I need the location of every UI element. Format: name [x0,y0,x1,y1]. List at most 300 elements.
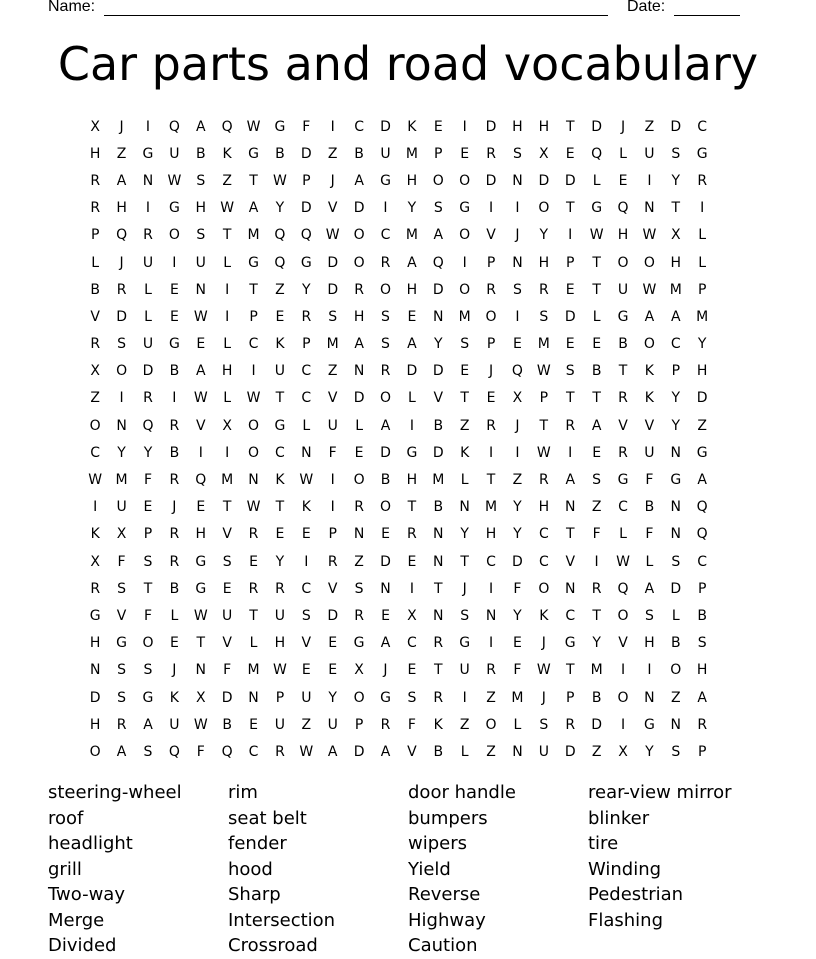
grid-letter: P [434,145,443,162]
grid-letter: Q [195,472,207,489]
grid-letter: C [380,227,391,244]
grid-letter: Y [513,526,522,543]
grid-letter: E [433,118,443,135]
grid-letter: B [433,417,444,434]
grid-letter: P [328,526,337,543]
grid-letter: C [618,499,628,516]
grid-letter: F [592,526,601,543]
grid-row [82,494,742,521]
grid-letter: M [432,472,445,489]
grid-letter: U [538,743,549,760]
grid-letter: Y [671,172,681,189]
grid-letter: I [330,472,335,489]
grid-letter: G [274,417,286,434]
grid-letter: T [143,580,153,597]
grid-letter: W [193,716,208,733]
grid-letter: I [647,662,652,679]
grid-letter: A [380,635,391,652]
grid-letter: V [644,417,655,434]
grid-letter: P [697,580,707,597]
grid-letter: N [301,444,312,461]
grid-letter: T [539,417,549,434]
grid-letter: X [222,417,232,434]
grid-letter: U [142,336,154,353]
grid-letter: O [116,363,128,380]
grid-letter: B [697,607,707,624]
grid-letter: S [143,662,153,679]
grid-letter: W [273,172,287,189]
grid-letter: H [195,526,207,543]
grid-letter: G [142,689,154,706]
word-list-item: bumpers [408,807,488,829]
grid-letter: O [248,417,260,434]
grid-letter: Q [696,499,708,516]
grid-letter: O [643,254,655,271]
grid-letter: N [459,499,470,516]
word-list-item: Flashing [588,909,664,931]
grid-letter: D [353,743,365,760]
grid-letter: M [511,689,524,706]
grid-letter: V [433,390,444,407]
grid-letter: N [485,607,497,624]
grid-letter: Y [697,336,707,353]
grid-letter: Z [301,716,312,733]
grid-letter: E [169,308,179,325]
grid-letter: K [275,336,285,353]
grid-letter: W [536,662,551,679]
grid-letter: Q [168,743,180,760]
grid-letter: N [564,499,576,516]
grid-letter: S [354,580,364,597]
grid-letter: E [328,635,338,652]
grid-letter: Y [328,689,337,706]
grid-letter: L [144,308,152,325]
grid-letter: Y [513,499,522,516]
grid-letter: P [486,254,496,271]
grid-letter: E [275,526,285,543]
grid-letter: K [222,145,232,162]
grid-letter: A [407,254,417,271]
grid-row [82,412,742,439]
grid-letter: J [515,417,520,434]
grid-letter: M [485,499,498,516]
grid-row [82,711,742,738]
grid-letter: A [380,743,391,760]
grid-letter: H [696,363,708,380]
grid-letter: V [618,417,628,434]
grid-letter: P [671,363,681,380]
grid-letter: I [198,444,203,461]
letter-grid [82,113,742,766]
grid-letter: Y [407,200,417,217]
grid-row [82,140,742,167]
grid-letter: U [169,716,180,733]
grid-letter: T [196,635,206,652]
grid-letter: I [462,254,467,271]
grid-letter: A [565,472,576,489]
grid-letter: V [90,308,100,325]
grid-letter: W [88,472,103,489]
grid-letter: D [670,580,682,597]
grid-letter: J [383,662,388,679]
grid-letter: N [433,526,444,543]
grid-letter: R [380,254,391,271]
grid-letter: W [299,472,314,489]
grid-letter: G [643,716,655,733]
grid-letter: C [301,363,312,380]
grid-letter: G [195,553,207,570]
grid-letter: I [251,363,256,380]
grid-letter: O [485,716,497,733]
grid-letter: K [644,363,654,380]
grid-letter: S [671,145,681,162]
grid-letter: E [565,336,575,353]
grid-letter: G [670,472,682,489]
grid-letter: T [592,254,601,271]
grid-letter: I [172,390,177,407]
word-list-item: Intersection [228,909,336,931]
grid-letter: V [222,635,232,652]
grid-letter: H [617,227,629,244]
grid-letter: I [568,227,573,244]
grid-letter: X [195,689,206,706]
grid-letter: E [275,308,285,325]
grid-letter: H [406,472,418,489]
grid-letter: J [330,172,335,189]
grid-letter: H [353,308,365,325]
word-list-item: rim [228,782,258,803]
grid-letter: P [302,336,311,353]
grid-letter: A [195,118,206,135]
grid-letter: Z [116,145,127,162]
grid-letter: Y [513,607,522,624]
grid-letter: K [407,118,417,135]
grid-letter: R [697,172,708,189]
grid-letter: G [564,635,576,652]
word-list-item: Two-way [48,884,125,905]
grid-letter: M [590,662,603,679]
grid-letter: O [142,635,154,652]
grid-letter: L [698,254,707,271]
grid-letter: S [644,607,654,624]
grid-letter: M [537,336,550,353]
grid-letter: X [354,662,364,679]
grid-letter: U [274,607,286,624]
grid-letter: R [591,580,602,597]
grid-letter: F [117,553,126,570]
grid-letter: L [91,254,100,271]
grid-letter: D [432,281,444,298]
grid-letter: N [564,580,576,597]
grid-letter: C [697,118,708,135]
grid-letter: E [513,635,522,652]
grid-letter: D [591,118,602,135]
word-list-item: seat belt [228,807,307,829]
grid-letter: T [275,499,285,516]
grid-letter: U [617,281,629,298]
grid-letter: Y [645,743,654,760]
grid-letter: U [301,689,312,706]
word-list-item: steering-wheel [48,782,182,803]
grid-letter: P [249,308,258,325]
grid-letter: K [433,716,443,733]
grid-letter: W [299,743,314,760]
grid-letter: R [90,580,101,597]
grid-letter: C [486,553,496,570]
grid-letter: W [246,118,261,135]
grid-letter: V [327,390,338,407]
grid-letter: F [196,743,205,760]
grid-letter: L [460,472,469,489]
grid-letter: S [196,227,206,244]
grid-letter: X [618,743,628,760]
grid-letter: C [565,607,576,624]
grid-letter: R [169,472,180,489]
grid-letter: I [330,499,335,516]
grid-letter: S [117,662,127,679]
grid-letter: S [565,363,575,380]
grid-letter: X [90,363,100,380]
grid-letter: W [642,227,657,244]
grid-letter: Z [222,172,232,189]
grid-letter: A [433,227,444,244]
grid-letter: U [116,499,127,516]
grid-letter: V [486,227,496,244]
grid-letter: O [459,227,471,244]
grid-letter: L [513,716,522,733]
grid-letter: R [275,743,285,760]
grid-letter: D [380,553,391,570]
grid-letter: O [353,254,365,271]
grid-letter: D [380,444,391,461]
grid-letter: Q [300,227,312,244]
grid-letter: H [538,499,550,516]
grid-letter: D [300,200,312,217]
grid-letter: E [565,145,575,162]
grid-letter: V [116,607,127,624]
grid-letter: X [512,390,523,407]
grid-letter: W [246,499,261,516]
grid-letter: R [433,689,444,706]
grid-letter: O [379,390,391,407]
grid-letter: D [485,118,497,135]
grid-letter: J [541,635,546,652]
grid-letter: Q [696,526,708,543]
grid-letter: Y [539,227,549,244]
grid-letter: M [221,472,234,489]
grid-letter: E [618,172,628,189]
grid-letter: J [515,227,520,244]
grid-letter: R [618,390,628,407]
grid-letter: C [670,336,681,353]
grid-letter: F [513,580,522,597]
grid-letter: F [143,472,152,489]
grid-letter: N [670,499,682,516]
grid-letter: A [380,417,391,434]
grid-letter: Z [459,417,470,434]
grid-letter: C [697,553,708,570]
grid-letter: H [116,200,127,217]
grid-letter: S [513,281,522,298]
grid-letter: P [143,526,153,543]
grid-letter: R [433,635,444,652]
grid-letter: F [407,716,416,733]
grid-letter: N [380,580,391,597]
grid-letter: D [353,200,365,217]
grid-letter: C [248,336,259,353]
grid-letter: O [89,417,101,434]
grid-letter: H [274,635,286,652]
grid-letter: S [460,607,470,624]
grid-letter: W [273,662,287,679]
grid-letter: N [644,200,655,217]
grid-letter: U [327,417,338,434]
grid-letter: G [459,200,471,217]
grid-letter: G [617,472,629,489]
grid-letter: H [406,172,418,189]
grid-letter: U [195,254,206,271]
grid-letter: E [169,281,179,298]
grid-row [82,331,742,358]
grid-letter: X [407,607,417,624]
grid-letter: A [644,580,655,597]
grid-letter: A [697,689,707,706]
grid-letter: S [460,336,470,353]
grid-letter: C [538,553,549,570]
grid-letter: N [195,281,206,298]
grid-letter: D [327,281,339,298]
worksheet-header [0,0,816,22]
word-list-item: Caution [408,935,478,956]
grid-letter: E [328,662,338,679]
grid-letter: O [459,172,471,189]
word-list-item: Winding [588,858,662,880]
grid-letter: T [565,526,575,543]
grid-letter: S [381,308,390,325]
grid-letter: O [432,172,444,189]
grid-letter: I [515,200,520,217]
grid-letter: G [617,308,629,325]
grid-letter: B [169,580,180,597]
grid-letter: L [671,607,680,624]
grid-letter: R [169,553,180,570]
grid-letter: J [462,580,467,597]
grid-letter: R [275,580,285,597]
grid-letter: I [225,308,230,325]
grid-letter: R [301,308,312,325]
word-list-item: grill [48,858,82,880]
grid-letter: G [116,635,128,652]
grid-letter: N [670,716,682,733]
grid-letter: M [326,336,339,353]
grid-letter: Z [591,499,602,516]
grid-letter: E [460,145,470,162]
grid-letter: P [697,281,707,298]
grid-letter: O [538,200,550,217]
grid-letter: N [512,254,523,271]
grid-letter: A [116,743,127,760]
grid-letter: D [327,254,339,271]
grid-letter: Y [143,444,153,461]
grid-letter: M [696,308,709,325]
grid-letter: A [644,308,655,325]
grid-letter: V [618,635,628,652]
date-blank-line [674,15,740,16]
word-list-item: Highway [408,909,486,931]
grid-letter: E [381,526,390,543]
grid-letter: S [671,743,681,760]
grid-letter: H [89,145,101,162]
grid-letter: C [90,444,101,461]
grid-letter: R [486,417,496,434]
grid-letter: F [223,662,232,679]
grid-letter: S [407,689,417,706]
grid-letter: B [591,363,602,380]
grid-letter: E [592,336,602,353]
grid-letter: O [538,580,550,597]
grid-letter: Y [592,635,601,652]
grid-letter: D [300,145,312,162]
grid-letter: R [169,417,180,434]
grid-letter: T [671,200,681,217]
grid-letter: I [462,118,467,135]
grid-letter: W [193,607,208,624]
grid-letter: E [486,390,496,407]
grid-letter: I [515,308,520,325]
grid-letter: I [488,635,494,652]
word-list-item: Sharp [228,884,281,905]
grid-row [82,439,742,466]
grid-letter: A [354,172,364,189]
grid-letter: N [195,662,206,679]
grid-letter: P [566,689,575,706]
word-list-item: Yield [408,858,451,880]
grid-letter: R [143,227,153,244]
word-list-item: Merge [48,909,105,931]
grid-letter: U [274,716,286,733]
grid-letter: B [670,635,681,652]
grid-letter: M [669,281,682,298]
grid-letter: S [592,472,602,489]
word-list-item: hood [228,858,273,880]
grid-letter: X [90,553,100,570]
grid-letter: U [644,145,655,162]
grid-letter: A [248,200,259,217]
grid-letter: I [172,254,177,271]
grid-letter: V [327,580,338,597]
grid-letter: S [539,716,549,733]
grid-letter: D [564,172,576,189]
grid-letter: N [116,417,127,434]
grid-letter: O [89,743,101,760]
grid-letter: L [249,635,258,652]
grid-letter: T [433,580,443,597]
grid-letter: E [143,499,153,516]
grid-letter: G [89,607,101,624]
grid-letter: S [328,308,338,325]
grid-letter: Y [275,200,285,217]
grid-letter: C [406,635,417,652]
grid-letter: B [380,472,391,489]
word-list-item: blinker [588,807,650,829]
grid-letter: E [301,526,311,543]
grid-letter: S [143,743,153,760]
grid-letter: A [407,336,417,353]
grid-letter: M [405,145,418,162]
grid-letter: T [592,607,601,624]
grid-letter: C [248,743,259,760]
grid-letter: K [460,444,470,461]
